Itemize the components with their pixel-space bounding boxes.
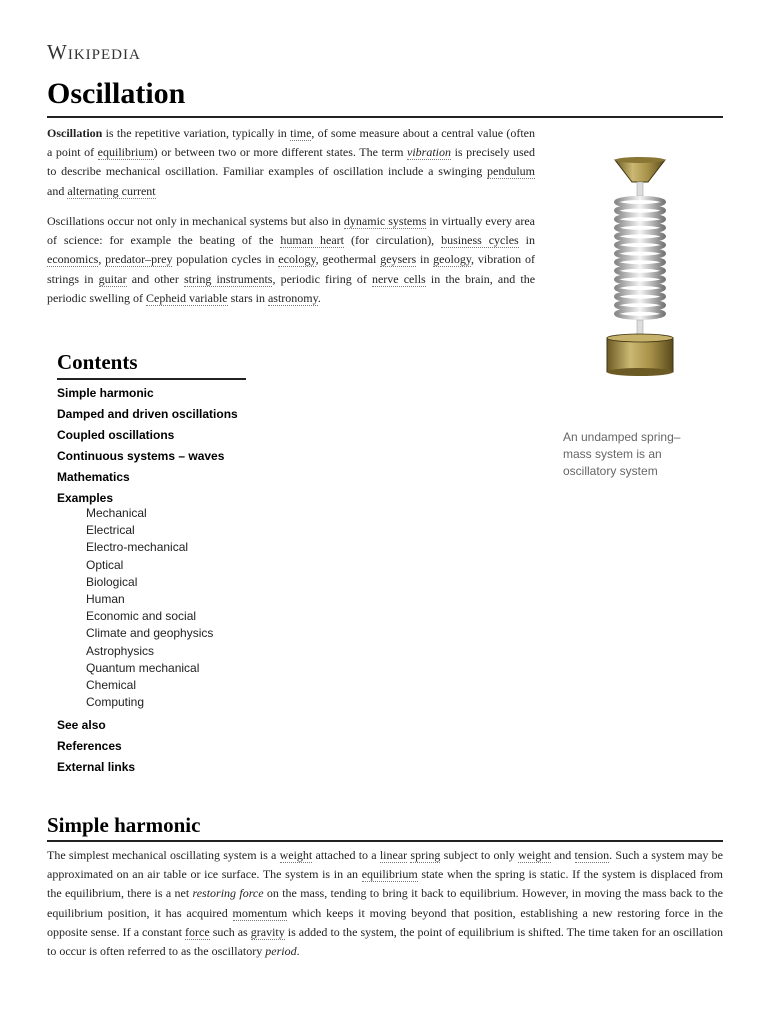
spring-mass-image — [560, 150, 720, 390]
text-run: , of some measure about a central value (often a point of — [47, 126, 536, 160]
inline-link[interactable]: spring — [410, 848, 441, 862]
inline-link[interactable]: tension — [574, 848, 610, 862]
text-run: in the brain, and the periodic swelling of — [47, 271, 536, 305]
toc-subitem[interactable]: Optical — [86, 557, 124, 572]
inline-link[interactable]: nerve cells — [371, 271, 426, 286]
toc-subitem[interactable]: Economic and social — [86, 609, 197, 624]
toc-item[interactable]: Damped and driven oscillations — [57, 407, 238, 421]
inline-link[interactable]: vibration — [407, 145, 452, 160]
toc-item[interactable]: Coupled oscillations — [57, 428, 175, 442]
toc-subitem[interactable]: Electro-mechanical — [86, 540, 189, 555]
text-run: in virtually every area of science: for example the beating of the — [47, 214, 535, 248]
text-run: , periodic firing of — [272, 271, 372, 286]
text-run: on the mass, tending to bring it back to equilibrium. However, in moving the mass back to the equilibrium position, it has acquired — [47, 886, 723, 920]
text-run: is the repetitive variation, typically in — [102, 126, 291, 140]
figure-caption: An undamped spring–mass system is an oscillatory system — [563, 430, 681, 478]
text-run: restoring force — [192, 886, 264, 901]
text-run: and — [47, 183, 68, 198]
section-heading-simple-harmonic: Simple harmonic — [47, 812, 723, 842]
text-run: Oscillations occur not only in mechanical systems but also in — [47, 214, 344, 228]
text-run: . Such a system may be approximated on an air table or ice surface. The system is in an — [47, 848, 723, 882]
text-run: . — [296, 944, 300, 959]
inline-link[interactable]: force — [185, 924, 210, 939]
table-of-contents — [57, 383, 238, 778]
inline-link[interactable]: weight — [279, 848, 313, 862]
toc-item[interactable]: References — [57, 739, 122, 754]
inline-link[interactable]: pendulum — [487, 164, 535, 179]
toc-item[interactable]: Mathematics — [57, 470, 130, 484]
toc-title: Contents — [57, 348, 246, 380]
inline-link[interactable]: momentum — [232, 905, 288, 920]
text-run: is added to the system, the point of equilibrium is shifted. The time taken for an oscillation to occur is often referred to as the oscillatory — [47, 924, 724, 959]
text-run: and other — [126, 271, 184, 286]
inline-link[interactable]: string instruments — [183, 271, 273, 286]
text-run: state when the spring is static. If the system is displaced from the equilibrium, there is a net — [47, 867, 723, 901]
inline-link[interactable]: time — [290, 126, 312, 140]
inline-link[interactable]: geology — [433, 252, 472, 267]
inline-link[interactable]: guitar — [98, 271, 127, 286]
toc-item[interactable]: Examples — [57, 491, 114, 505]
toc-item[interactable]: Simple harmonic — [57, 386, 154, 400]
toc-item[interactable]: External links — [57, 760, 136, 775]
toc-item[interactable]: See also — [57, 718, 106, 733]
toc-subitem[interactable]: Mechanical — [86, 506, 147, 520]
toc-subitem[interactable]: Climate and geophysics — [86, 626, 214, 641]
inline-link[interactable]: ecology — [278, 252, 316, 267]
text-run: period — [265, 944, 297, 959]
spring-mass-figure — [560, 150, 720, 395]
text-run: , — [98, 252, 106, 267]
toc-subitem[interactable]: Astrophysics — [86, 643, 155, 658]
text-run: . — [317, 290, 321, 305]
inline-link[interactable]: geysers — [380, 252, 417, 267]
text-run: (for circulation), — [344, 233, 442, 248]
inline-link[interactable]: astronomy — [267, 290, 318, 305]
text-run: attached to a — [312, 848, 380, 862]
text-run: in — [518, 233, 535, 248]
page-title: Oscillation — [47, 76, 723, 118]
toc-subitem[interactable]: Human — [86, 591, 125, 606]
text-run: , vibration of strings in — [47, 252, 535, 286]
toc-subitem[interactable]: Chemical — [86, 677, 137, 692]
toc-subitem[interactable]: Quantum mechanical — [86, 660, 200, 675]
text-run: Oscillation — [47, 126, 103, 140]
text-run: in — [416, 252, 434, 267]
text-run: , geothermal — [315, 252, 381, 267]
inline-link[interactable]: economics — [47, 252, 99, 267]
text-run: stars in — [227, 290, 268, 305]
toc-subitem[interactable]: Electrical — [86, 523, 135, 538]
toc-subitem[interactable]: Biological — [86, 574, 138, 589]
inline-link[interactable]: business cycles — [441, 233, 519, 248]
text-run: such as — [209, 924, 251, 939]
inline-link[interactable]: alternating current — [67, 183, 156, 198]
inline-link[interactable]: weight — [518, 848, 551, 862]
spring-coils — [616, 198, 664, 318]
text-run: is precisely used to describe mechanical oscillation. Familiar examples of oscillation include a swinging — [47, 145, 535, 179]
text-run: ) or between two or more different states. The term — [153, 145, 408, 160]
toc-item[interactable]: Continuous systems – waves — [57, 449, 225, 463]
text-run: The simplest mechanical oscillating system is a — [47, 848, 280, 862]
toc-subitem[interactable]: Computing — [86, 695, 145, 710]
inline-link[interactable]: Cepheid variable — [145, 290, 228, 305]
inline-link[interactable]: human heart — [280, 233, 345, 248]
inline-link[interactable]: predator–prey — [105, 252, 173, 267]
intro-paragraph-1 — [47, 124, 535, 201]
inline-link[interactable]: dynamic systems — [343, 214, 427, 228]
toc-sublist — [57, 505, 238, 711]
text-run: and — [550, 848, 575, 862]
section-paragraph-simple-harmonic — [47, 846, 723, 961]
inline-link[interactable]: equilibrium — [361, 867, 418, 882]
inline-link[interactable]: equilibrium — [97, 145, 154, 160]
text-run: population cycles in — [172, 252, 279, 267]
text-run: which keeps it moving beyond that position, establishing a new restoring force in the opposite sense. If a constant — [47, 905, 724, 939]
inline-link[interactable]: gravity — [250, 924, 285, 939]
spring-coil — [616, 310, 664, 318]
intro-paragraph-2 — [47, 212, 535, 308]
inline-link[interactable]: linear — [379, 848, 408, 862]
wikipedia-logo[interactable]: Wikipedia — [47, 40, 141, 64]
text-run: subject to only — [440, 848, 519, 862]
